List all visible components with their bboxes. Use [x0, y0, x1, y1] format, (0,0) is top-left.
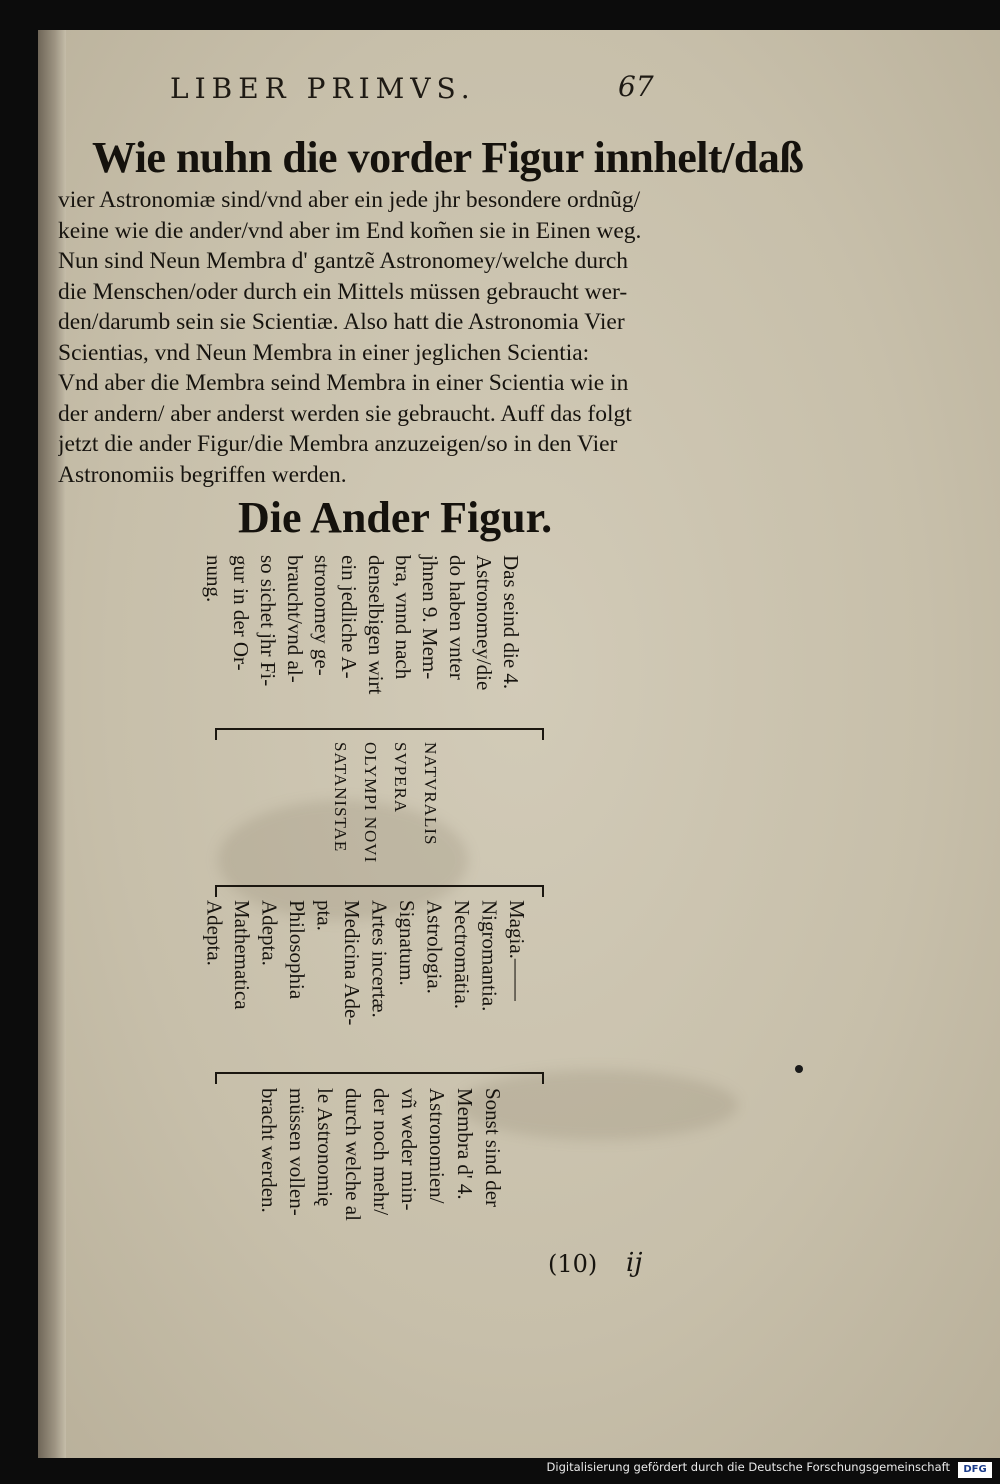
membrum: Artes incertæ.	[367, 900, 392, 1018]
membrum: Magia.——	[505, 900, 529, 1001]
intro-paragraph	[58, 185, 698, 490]
membrum: Mathematica	[230, 900, 254, 1010]
text-line: Vnd aber die Membra seind Membra in einer Scientia wie in	[58, 370, 629, 396]
text-line: Astronomien/	[425, 1088, 449, 1204]
text-line: vier Astronomiæ sind/vnd aber ein jede jhr besondere ordnũg/	[58, 187, 641, 213]
astronomy-name: OLYMPI NOVI	[361, 742, 380, 864]
membrum: Adepta.	[257, 900, 282, 966]
brace-divider	[215, 885, 544, 897]
figure-intro-block	[200, 555, 524, 735]
text-line: le Astronomię	[313, 1088, 337, 1207]
membra-list	[200, 900, 530, 1075]
astronomies-list	[325, 742, 445, 892]
membrum: Adepta.	[202, 900, 227, 966]
text-line: stronomey ge-	[310, 555, 334, 676]
text-line: der andern/ aber anderst werden sie gebraucht. Auff das folgt	[58, 400, 632, 427]
text-line: durch welche al	[341, 1088, 365, 1221]
text-line: vñ weder min-	[397, 1088, 421, 1211]
text-line: Sonst sind der	[481, 1088, 505, 1208]
membrum: Astrologia.	[422, 900, 447, 994]
text-line: jetzt die ander Figur/die Membra anzuzeigen/so in den Vier	[58, 431, 618, 457]
text-line: den/darumb sein sie Scientiæ. Also hatt die Astronomia Vier	[58, 309, 625, 335]
text-line: nung.	[202, 555, 226, 603]
text-line: Scientias, vnd Neun Membra in einer jeglichen Scientia:	[58, 339, 590, 366]
membrum: Medicina Ade-	[340, 900, 364, 1026]
astronomy-name: NATVRALIS	[421, 742, 440, 846]
text-line: ein jedliche A-	[337, 555, 361, 679]
membrum: Nectromātia.	[450, 900, 474, 1010]
astronomy-name: SATANISTAE	[331, 742, 350, 853]
text-line: müssen vollen-	[285, 1088, 309, 1216]
astronomy-name: SVPERA	[391, 742, 410, 814]
running-title: LIBER PRIMVS.	[170, 72, 476, 105]
figure-title: Die Ander Figur.	[238, 493, 553, 542]
text-line: do haben vnter	[445, 555, 469, 680]
text-line: keine wie die ander/vnd aber im End kom̃en sie in Einen weg.	[58, 217, 642, 244]
text-line: Das seind die 4.	[499, 555, 523, 690]
funding-credit: Digitalisierung gefördert durch die Deutsche Forschungsgemeinschaft	[546, 1460, 950, 1474]
text-line: braucht/vnd al-	[283, 555, 307, 683]
text-line: bracht werden.	[257, 1088, 281, 1213]
membrum: Signatum.	[395, 900, 419, 986]
page-number: 67	[618, 70, 654, 103]
membrum: Philosophia	[285, 900, 309, 1000]
text-line: gur in der Or-	[229, 555, 253, 671]
ink-spot	[795, 1065, 803, 1073]
incipit-heading: Wie nuhn die vorder Figur innhelt/daß	[92, 133, 804, 182]
text-line: die Menschen/oder durch ein Mittels müssen gebraucht wer-	[58, 278, 628, 305]
figure-closing-block	[255, 1088, 507, 1263]
text-line: Astronomey/die	[472, 555, 496, 691]
brace-divider	[215, 1072, 544, 1084]
membrum: Nigromantia.	[477, 900, 502, 1012]
text-line: Astronomiis begriffen werden.	[58, 461, 347, 488]
text-line: der noch mehr/	[369, 1088, 393, 1216]
text-line: jhnen 9. Mem-	[418, 555, 442, 680]
catchword: (10)	[548, 1250, 598, 1278]
text-line: Membra d' 4.	[453, 1088, 477, 1200]
text-line: so sichet jhr Fi-	[256, 555, 280, 687]
signature-mark: ij	[626, 1248, 643, 1278]
brace-divider	[215, 728, 544, 740]
text-line: Nun sind Neun Membra d' gantzẽ Astronomey/welche durch	[58, 248, 629, 274]
membrum: pta.	[312, 900, 337, 931]
text-line: bra, vnnd nach	[391, 555, 415, 680]
text-line: denselbigen wirt	[364, 555, 388, 695]
dfg-logo: DFG	[958, 1462, 992, 1478]
